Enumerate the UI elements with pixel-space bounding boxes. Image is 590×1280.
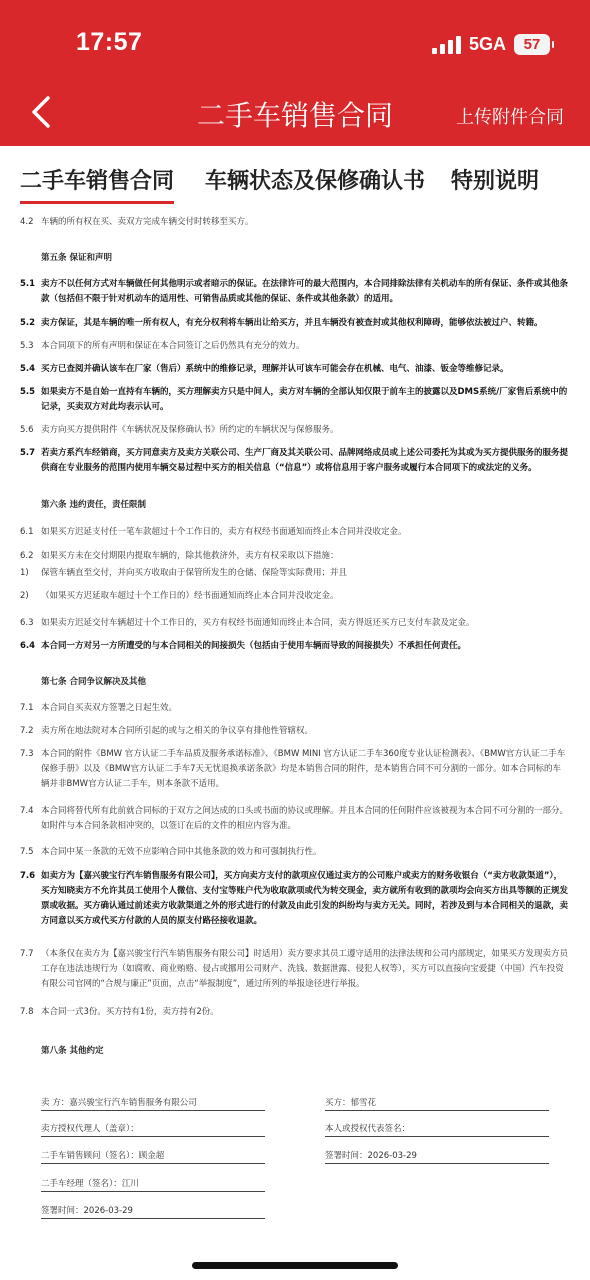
clause-5-5: 5.5 如果卖方不是自始一直持有车辆的，买方理解卖方只是中间人，卖方对车辆的全部认知仅限于前车主的披露以及DMS系统/厂家售后系统中的记录，买卖双方对此均表示认可。	[20, 387, 568, 412]
seller-name: 卖 方：嘉兴骏宝行汽车销售服务有限公司	[41, 1098, 197, 1108]
manager-line	[41, 1191, 265, 1192]
buyer-name: 买方：郁雪花	[325, 1098, 377, 1108]
clause-6-2-1: 1) 保管车辆直至交付，并向买方收取由于保管所发生的仓储、保险等实际费用；并且	[20, 568, 348, 578]
consultant-line	[41, 1163, 265, 1164]
seller-date-line	[41, 1218, 265, 1219]
tab-sales-contract[interactable]: 二手车销售合同	[20, 164, 174, 195]
signal-icon	[432, 36, 461, 54]
network-type: 5GA	[468, 34, 506, 54]
tab-special-notes[interactable]: 特别说明	[451, 169, 540, 194]
buyer-sign-date: 签署时间：2026-03-29	[325, 1151, 417, 1161]
tab-vehicle-status[interactable]: 车辆状态及保修确认书	[205, 169, 426, 194]
tab-bar	[0, 146, 590, 206]
used-car-manager: 二手车经理（签名）：江川	[41, 1179, 139, 1189]
buyer-date-line	[325, 1163, 549, 1164]
clause-5-4: 5.4 买方已查阅并确认该车在厂家（售后）系统中的维修记录，理解并认可该车可能会存在机械、电气、油漆、钣金等维修记录。	[20, 364, 509, 374]
buyer-line	[325, 1110, 549, 1111]
buyer-agent-line	[325, 1136, 549, 1137]
clause-5-3: 5.3 本合同项下的所有声明和保证在本合同签订之后仍然具有充分的效力。	[20, 341, 305, 351]
section-heading-6: 第六条 违约责任，责任限制	[41, 500, 146, 510]
status-time: 17:57	[76, 28, 143, 56]
page-title: 二手车销售合同	[196, 99, 393, 132]
status-indicators	[432, 34, 550, 55]
clause-5-1: 5.1 卖方不以任何方式对车辆做任何其他明示或者暗示的保证。在法律许可的最大范围内，本合同排除法律有关机动车的所有保证、条件或其他条款（包括但不限于针对机动车的适用性、可销售品质或其他的保证、条件或其他条款）的适用。	[20, 279, 569, 304]
buyer-agent-label: 本人或授权代表签名：	[325, 1124, 411, 1134]
clause-4-2: 4.2 车辆的所有权在买、卖双方完成车辆交付时转移至买方。	[20, 217, 254, 227]
clause-7-8: 7.8 本合同一式3份。买方持有1份，卖方持有2份。	[20, 1007, 219, 1017]
battery-icon: 57	[514, 34, 550, 55]
clause-6-1: 6.1 如果买方迟延支付任一笔车款超过十个工作日的，卖方有权经书面通知而终止本合同并没收定金。	[20, 527, 407, 537]
clause-7-5: 7.5 本合同中某一条款的无效不应影响合同中其他条款的效力和可强制执行性。	[20, 847, 322, 857]
clause-7-4: 7.4 本合同将替代所有此前就合同标的于双方之间达成的口头或书面的协议或理解。并且本合同的任何附件应该被视为本合同不可分割的一部分。如附件与本合同条款相冲突的，以签订在后的文件的相应内容为准。	[20, 806, 569, 831]
upload-attachment-button[interactable]: 上传附件合同	[456, 107, 564, 128]
section-heading-7: 第七条 合同争议解决及其他	[41, 677, 146, 687]
seller-agent-label: 卖方授权代理人（盖章）：	[41, 1124, 139, 1134]
clause-5-7: 5.7 若卖方系汽车经销商，买方同意卖方及卖方关联公司、生产厂商及其关联公司、品牌网络成员或上述公司委托为其或为买方提供服务的服务提供商在专业服务的范围内使用车辆交易过程中买方的相关信息（“信息”）或将信息用于客户服务或履行本合同项下的或法定的义务。	[20, 448, 569, 473]
clause-6-2: 6.2 如果买方未在交付期限内提取车辆的，除其他救济外，卖方有权采取以下措施：	[20, 551, 339, 561]
clause-7-1: 7.1 本合同自买卖双方签署之日起生效。	[20, 703, 178, 713]
section-heading-8: 第八条 其他约定	[41, 1046, 104, 1056]
home-indicator[interactable]	[192, 1262, 398, 1269]
clause-7-3: 7.3 本合同的附件《BMW 官方认证二手车品质及服务承诺标准》、《BMW MINI 官方认证二手车360度专业认证检测表》、《BMW官方认证二手车保修手册》以及《BMW官方认证二手车7天无忧退换承诺条款》均是本销售合同的附件，是本销售合同不可分割的一部分。如本合同标的车辆并非BMW官方认证二手车，则本条款不适用。	[20, 749, 566, 789]
seller-sign-date: 签署时间：2026-03-29	[41, 1206, 133, 1216]
header-bar	[0, 0, 590, 146]
clause-6-2-2: 2) （如果买方迟延取车超过十个工作日的）经书面通知而终止本合同并没收定金。	[20, 591, 339, 601]
sales-consultant: 二手车销售顾问（签名）：顾金超	[41, 1151, 165, 1161]
clause-5-2: 5.2 卖方保证，其是车辆的唯一所有权人，有充分权利将车辆出让给买方，并且车辆没有被查封或其他权利障碍，能够依法被过户、转籍。	[20, 318, 543, 328]
clause-7-6: 7.6 如卖方为【嘉兴骏宝行汽车销售服务有限公司】，买方向卖方支付的款项应仅通过卖方的公司账户或卖方的财务收银台（“卖方收款渠道”），买方知晓卖方不允许其员工使用个人微信、支付宝等账户代为收取款项或代为转交现金，卖方就所有收到的款项均会向买方出具等额的正规发票或收据。买方确认通过前述卖方收款渠道之外的形式进行的付款及由此引发的纠纷均与卖方无关。同时，若涉及到与本合同相关的退款，卖方同意以买方或代买方付款的人员的原支付路径接收退款。	[20, 871, 569, 926]
section-heading-5: 第五条 保证和声明	[41, 253, 112, 263]
clause-6-4: 6.4 本合同一方对另一方所遭受的与本合同相关的间接损失（包括由于使用车辆而导致的间接损失）不承担任何责任。	[20, 641, 467, 651]
clause-5-6: 5.6 卖方向买方提供附件《车辆状况及保修确认书》所约定的车辆状况与保修服务。	[20, 425, 339, 435]
seller-agent-line	[41, 1136, 265, 1137]
clause-6-3: 6.3 如果卖方迟延交付车辆超过十个工作日的，买方有权经书面通知而终止本合同，卖方得返还买方已支付车款及定金。	[20, 618, 475, 628]
clause-7-7: 7.7 （本条仅在卖方为【嘉兴骏宝行汽车销售服务有限公司】时适用）卖方要求其员工遵守适用的法律法规和公司内部规定，如果买方发现卖方员工存在违法违规行为（如腐败、商业贿赂、侵占或挪用公司财产、洗钱、数据泄露、侵犯人权等），买方可以直接向宝爱捷（中国）汽车投资有限公司官网的“合规与廉正”页面，点击“举报制度”，通过所列的举报途径进行举报。	[20, 949, 569, 989]
clause-7-2: 7.2 卖方所在地法院对本合同所引起的或与之相关的争议享有排他性管辖权。	[20, 726, 314, 736]
seller-line	[41, 1110, 265, 1111]
